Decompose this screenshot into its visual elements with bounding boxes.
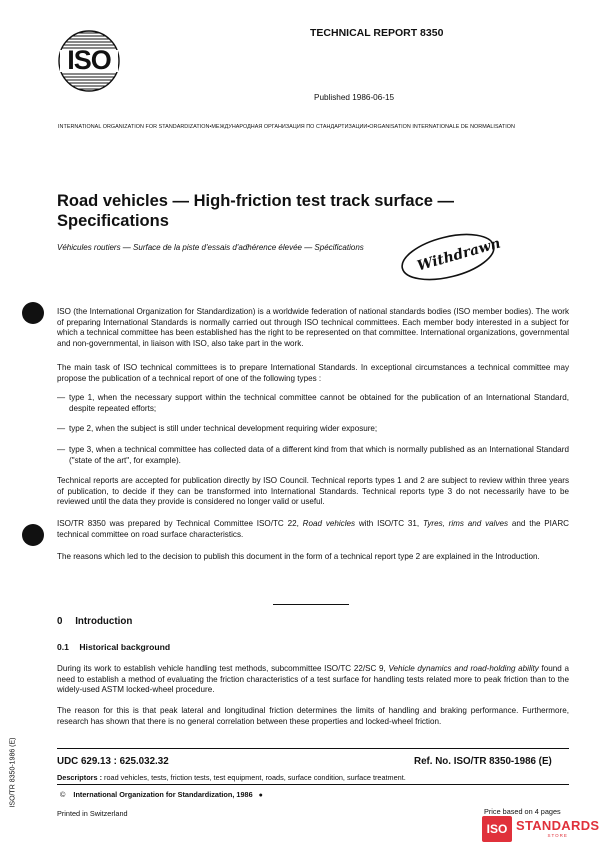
copyright-text: International Organization for Standardization, 1986 bbox=[73, 790, 253, 799]
subsection-heading bbox=[57, 642, 170, 652]
p4-tc31-title: Tyres, rims and valves bbox=[422, 519, 509, 528]
intro-paragraph-1 bbox=[57, 664, 569, 696]
type1-text: type 1, when the necessary support within the technical committee cannot be obtained for the publication of an International Standard, despite repeated efforts; bbox=[69, 393, 569, 413]
intro-number: 0 bbox=[57, 616, 63, 627]
stamp-text: Withdrawn bbox=[415, 235, 503, 275]
descriptors-label: Descriptors : bbox=[57, 773, 103, 782]
section-divider bbox=[273, 604, 349, 605]
p4-part-a: ISO/TR 8350 was prepared by Technical Committee ISO/TC 22, bbox=[57, 519, 303, 528]
type3-text: type 3, when a technical committee has collected data of a different kind from that which is normally published as an International Standard ("state of the art", for example). bbox=[69, 445, 569, 465]
iso-logo bbox=[58, 30, 120, 92]
page-title bbox=[57, 191, 454, 231]
foreword-paragraph-4 bbox=[57, 519, 569, 540]
punch-hole-bottom bbox=[22, 524, 44, 546]
store-logo-icon bbox=[482, 816, 512, 842]
copyright-line bbox=[60, 790, 263, 799]
dash-3: — bbox=[57, 445, 66, 454]
list-item-type1 bbox=[57, 393, 569, 414]
reference-number: Ref. No. ISO/TR 8350-1986 (E) bbox=[414, 756, 552, 767]
introduction-heading bbox=[57, 616, 132, 627]
intro-paragraph-2: The reason for this is that peak lateral and longitudinal friction determines the limits of handling and braking performance. Furthermore, research has shown that there is no general correlation between these properties and locked-wheel friction. bbox=[57, 706, 569, 726]
foreword-paragraph-5: The reasons which led to the decision to publish this document in the form of a technical report type 2 are explained in the Introduction. bbox=[57, 552, 540, 561]
subsection-title: Historical background bbox=[79, 642, 171, 652]
footer-rule-mid bbox=[57, 784, 569, 785]
printed-in: Printed in Switzerland bbox=[57, 809, 128, 818]
french-title: Véhicules routiers — Surface de la piste d'essais d'adhérence élevée — Spécifications bbox=[57, 243, 364, 252]
dash-1: — bbox=[57, 393, 66, 402]
type2-text: type 2, when the subject is still under technical development requiring wider exposure; bbox=[69, 424, 378, 433]
intro-title: Introduction bbox=[75, 616, 133, 627]
withdrawn-stamp bbox=[398, 233, 503, 281]
copyright-symbol: © bbox=[60, 790, 66, 799]
organization-line: INTERNATIONAL ORGANIZATION FOR STANDARDIZATION•МЕЖДУНАРОДНАЯ ОРГАНИЗАЦИЯ ПО СТАНДАРТИЗАЦИИ•ORGANISATION INTERNATIONALE DE NORMALISATION bbox=[58, 124, 515, 130]
p4-part-c: with ISO/TC 31, bbox=[355, 519, 423, 528]
iso-store-badge[interactable] bbox=[482, 816, 599, 842]
title-line-1: Road vehicles — High-friction test track surface — bbox=[57, 192, 455, 210]
dash-2: — bbox=[57, 424, 66, 433]
store-wordmark bbox=[516, 819, 599, 839]
copyright-bullet: ● bbox=[258, 792, 263, 799]
descriptors bbox=[57, 773, 406, 782]
report-label: TECHNICAL REPORT 8350 bbox=[310, 27, 444, 39]
title-line-2: Specifications bbox=[57, 212, 169, 230]
store-logo-text: ISO bbox=[486, 822, 508, 836]
punch-hole-top bbox=[22, 302, 44, 324]
p4-committee: Road vehicles bbox=[302, 519, 356, 528]
list-item-type2 bbox=[57, 424, 569, 435]
foreword-paragraph-3: Technical reports are accepted for publication directly by ISO Council. Technical reports types 1 and 2 are subject to review within three years of publication, to decide if they can be transformed into International Standards. Technical reports type 3 do not necessarily have to be reviewed until the data they provide is considered no longer valid or useful. bbox=[57, 476, 569, 507]
intro-p1-c: found a need to establish a method of evaluating the friction characteristics of a test surface for handling tests related more to peak friction than to the widely-used ASTM locked-wheel procedure. bbox=[57, 664, 569, 695]
subsection-number: 0.1 bbox=[57, 642, 69, 652]
footer-rule-top bbox=[57, 748, 569, 749]
logo-text: ISO bbox=[67, 45, 111, 75]
udc-code: UDC 629.13 : 625.032.32 bbox=[57, 756, 169, 767]
list-item-type3 bbox=[57, 445, 569, 466]
intro-p1-subcommittee: Vehicle dynamics and road-holding ability bbox=[388, 664, 539, 673]
p4-part-e: and the PIARC technical committee on road surface characteristics. bbox=[57, 519, 570, 539]
published-date: Published 1986-06-15 bbox=[314, 93, 395, 102]
foreword-paragraph-2: The main task of ISO technical committees is to prepare International Standards. In exceptional circumstances a technical committee may propose the publication of a technical report of one of the following types : bbox=[57, 363, 569, 383]
foreword-paragraph-1: ISO (the International Organization for Standardization) is a worldwide federation of national standards bodies (ISO member bodies). The work of preparing International Standards is normally carried out through ISO technical committees. Each member body interested in a subject for which a technical committee has been established has the right to be represented on that committee. International organizations, governmental and non-governmental, in liaison with ISO, also take part in the work. bbox=[57, 307, 570, 348]
intro-p1-a: During its work to establish vehicle handling test methods, subcommittee ISO/TC 22/SC 9, bbox=[57, 664, 389, 673]
store-sub: STORE bbox=[547, 833, 568, 838]
descriptors-list: road vehicles, tests, friction tests, test equipment, roads, surface condition, surface treatment. bbox=[102, 773, 406, 782]
store-name: STANDARDS bbox=[516, 818, 600, 833]
side-document-code: ISO/TR 8350-1986 (E) bbox=[9, 737, 17, 808]
price-info: Price based on 4 pages bbox=[484, 807, 561, 816]
